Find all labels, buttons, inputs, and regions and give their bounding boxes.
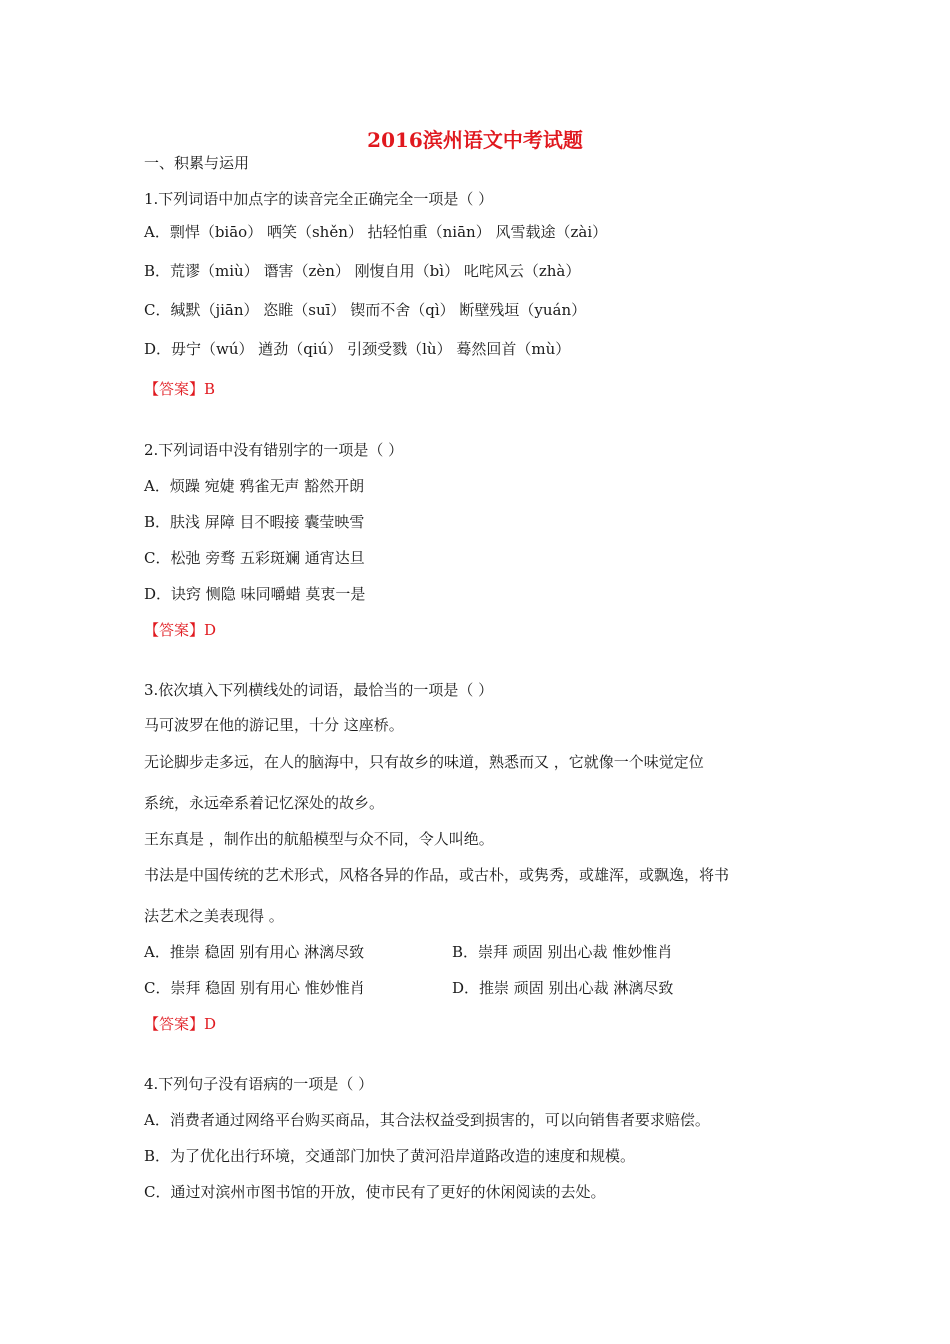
question-2-option-b: B．肤浅 屏障 目不暇接 囊莹映雪 [144, 513, 365, 531]
question-3-stem: 3.依次填入下列横线处的词语，最恰当的一项是（ ） [144, 681, 494, 699]
question-3-sentence-3: 王东真是 ，制作出的航船模型与众不同，令人叫绝。 [144, 830, 494, 848]
question-1-option-c: C．缄默（jiān） 恣睢（suī） 锲而不舍（qì） 断壁残垣（yuán） [144, 301, 587, 319]
question-1-option-d: D．毋宁（wú） 遒劲（qiú） 引颈受戮（lù） 蓦然回首（mù） [144, 340, 571, 358]
question-4-option-c: C．通过对滨州市图书馆的开放，使市民有了更好的休闲阅读的去处。 [144, 1183, 606, 1201]
page-title: 2016滨州语文中考试题 [367, 128, 583, 152]
question-2-option-d: D．诀窍 恻隐 味同嚼蜡 莫衷一是 [144, 585, 366, 603]
question-4-option-b: B．为了优化出行环境，交通部门加快了黄河沿岸道路改造的速度和规模。 [144, 1147, 636, 1165]
question-3-sentence-2a: 无论脚步走多远，在人的脑海中，只有故乡的味道，熟悉而又 ，它就像一个味觉定位 [144, 753, 704, 771]
answer-value: D [204, 1015, 217, 1033]
question-2-answer [144, 620, 216, 640]
question-2-option-c: C．松弛 旁骛 五彩斑斓 通宵达旦 [144, 549, 365, 567]
answer-value: B [204, 380, 216, 398]
question-3-option-c: C．崇拜 稳固 别有用心 惟妙惟肖 [144, 979, 365, 997]
section-heading: 一、积累与运用 [144, 154, 250, 172]
question-3-sentence-1: 马可波罗在他的游记里，十分 这座桥。 [144, 716, 404, 734]
question-4-stem: 4.下列句子没有语病的一项是（ ） [144, 1075, 374, 1093]
answer-value: D [204, 621, 217, 639]
question-3-sentence-4b: 法艺术之美表现得 。 [144, 907, 284, 925]
question-2-option-a: A．烦躁 宛婕 鸦雀无声 豁然开朗 [144, 477, 365, 495]
question-3-option-d: D．推崇 顽固 别出心裁 淋漓尽致 [452, 979, 674, 997]
question-3-answer [144, 1014, 216, 1034]
answer-label: 【答案】 [144, 621, 205, 639]
question-3-sentence-4a: 书法是中国传统的艺术形式，风格各异的作品，或古朴，或隽秀，或雄浑，或飘逸，将书 [144, 866, 730, 884]
question-1-stem: 1.下列词语中加点字的读音完全正确完全一项是（ ） [144, 190, 494, 208]
question-1-option-b: B．荒谬（miù） 谮害（zèn） 刚愎自用（bì） 叱咤风云（zhà） [144, 262, 581, 280]
question-3-sentence-2b: 系统，永远牵系着记忆深处的故乡。 [144, 794, 385, 812]
question-3-option-b: B．崇拜 顽固 别出心裁 惟妙惟肖 [452, 943, 673, 961]
answer-label: 【答案】 [144, 380, 205, 398]
question-1-option-a: A．剽悍（biāo） 哂笑（shěn） 拈轻怕重（niān） 风雪载途（zài） [144, 223, 608, 241]
question-4-option-a: A．消费者通过网络平台购买商品，其合法权益受到损害的，可以向销售者要求赔偿。 [144, 1111, 710, 1129]
question-2-stem: 2.下列词语中没有错别字的一项是（ ） [144, 441, 404, 459]
question-1-answer [144, 379, 215, 399]
question-3-option-a: A．推崇 稳固 别有用心 淋漓尽致 [144, 943, 365, 961]
answer-label: 【答案】 [144, 1015, 205, 1033]
